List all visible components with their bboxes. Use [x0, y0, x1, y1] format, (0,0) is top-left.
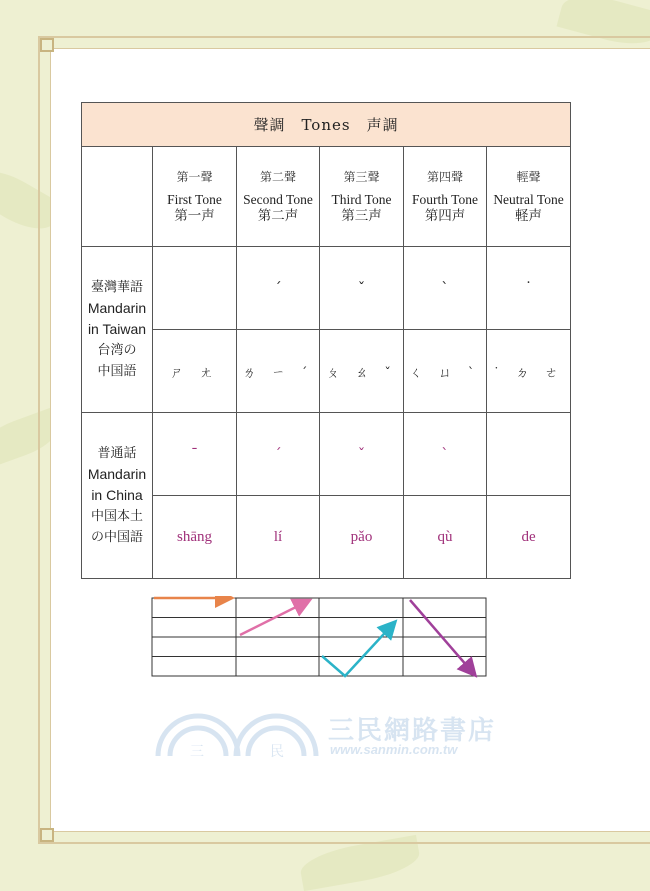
pinyin-example: de — [487, 496, 571, 579]
sanmin-watermark — [152, 704, 512, 764]
frame-corner — [40, 828, 54, 842]
pinyin-example: qù — [404, 496, 487, 579]
tone-header-row — [82, 147, 571, 247]
tone-mark — [153, 247, 237, 330]
tone-header: 第四聲 Fourth Tone 第四声 — [404, 147, 487, 247]
tone-header: 第二聲 Second Tone 第二声 — [237, 147, 320, 247]
third-tone-contour — [322, 623, 394, 676]
pinyin-example: pǎo — [320, 496, 404, 579]
watermark-name: 三民網路書店 — [328, 716, 497, 746]
svg-text:三: 三 — [190, 744, 204, 760]
china-marks-row — [82, 413, 571, 496]
row-label-china: 普通話 Mandarin in China 中国本土 の中国語 — [82, 413, 153, 579]
pinyin-tone-mark: ˉ — [153, 413, 237, 496]
tone-mark: ˋ — [404, 247, 487, 330]
taiwan-bopomofo-row — [82, 330, 571, 413]
pinyin-tone-mark: ˊ — [237, 413, 320, 496]
taiwan-marks-row — [82, 247, 571, 330]
frame-corner — [40, 38, 54, 52]
tone-mark: ˊ — [237, 247, 320, 330]
pinyin-example: lí — [237, 496, 320, 579]
pinyin-example: shāng — [153, 496, 237, 579]
tone-header: 第一聲 First Tone 第一声 — [153, 147, 237, 247]
svg-text:民: 民 — [270, 744, 284, 760]
tone-mark: ˙ — [487, 247, 571, 330]
tone-mark: ˇ — [320, 247, 404, 330]
tone-contour-diagram — [150, 596, 490, 680]
tones-table — [81, 102, 571, 579]
bopomofo-example: ㄕ ㄤ — [153, 330, 237, 413]
pinyin-tone-mark: ˇ — [320, 413, 404, 496]
pinyin-tone-mark: ˋ — [404, 413, 487, 496]
china-pinyin-row — [82, 496, 571, 579]
corner-cell — [82, 147, 153, 247]
row-label-taiwan: 臺灣華語 Mandarin in Taiwan 台湾の 中国語 — [82, 247, 153, 413]
table-title: 聲調 Tones 声調 — [82, 103, 571, 147]
bopomofo-example: ˙ ㄉ ㄜ — [487, 330, 571, 413]
bopomofo-example: ㄑ ㄩ ˋ — [404, 330, 487, 413]
bopomofo-example: ㄌ ㄧ ˊ — [237, 330, 320, 413]
tone-header: 第三聲 Third Tone 第三声 — [320, 147, 404, 247]
bopomofo-example: ㄆ ㄠ ˇ — [320, 330, 404, 413]
watermark-logo-arcs — [152, 704, 322, 760]
tone-header: 輕聲 Neutral Tone 軽声 — [487, 147, 571, 247]
pinyin-tone-mark — [487, 413, 571, 496]
contour-grid — [152, 598, 486, 676]
watermark-url: www.sanmin.com.tw — [330, 742, 458, 757]
